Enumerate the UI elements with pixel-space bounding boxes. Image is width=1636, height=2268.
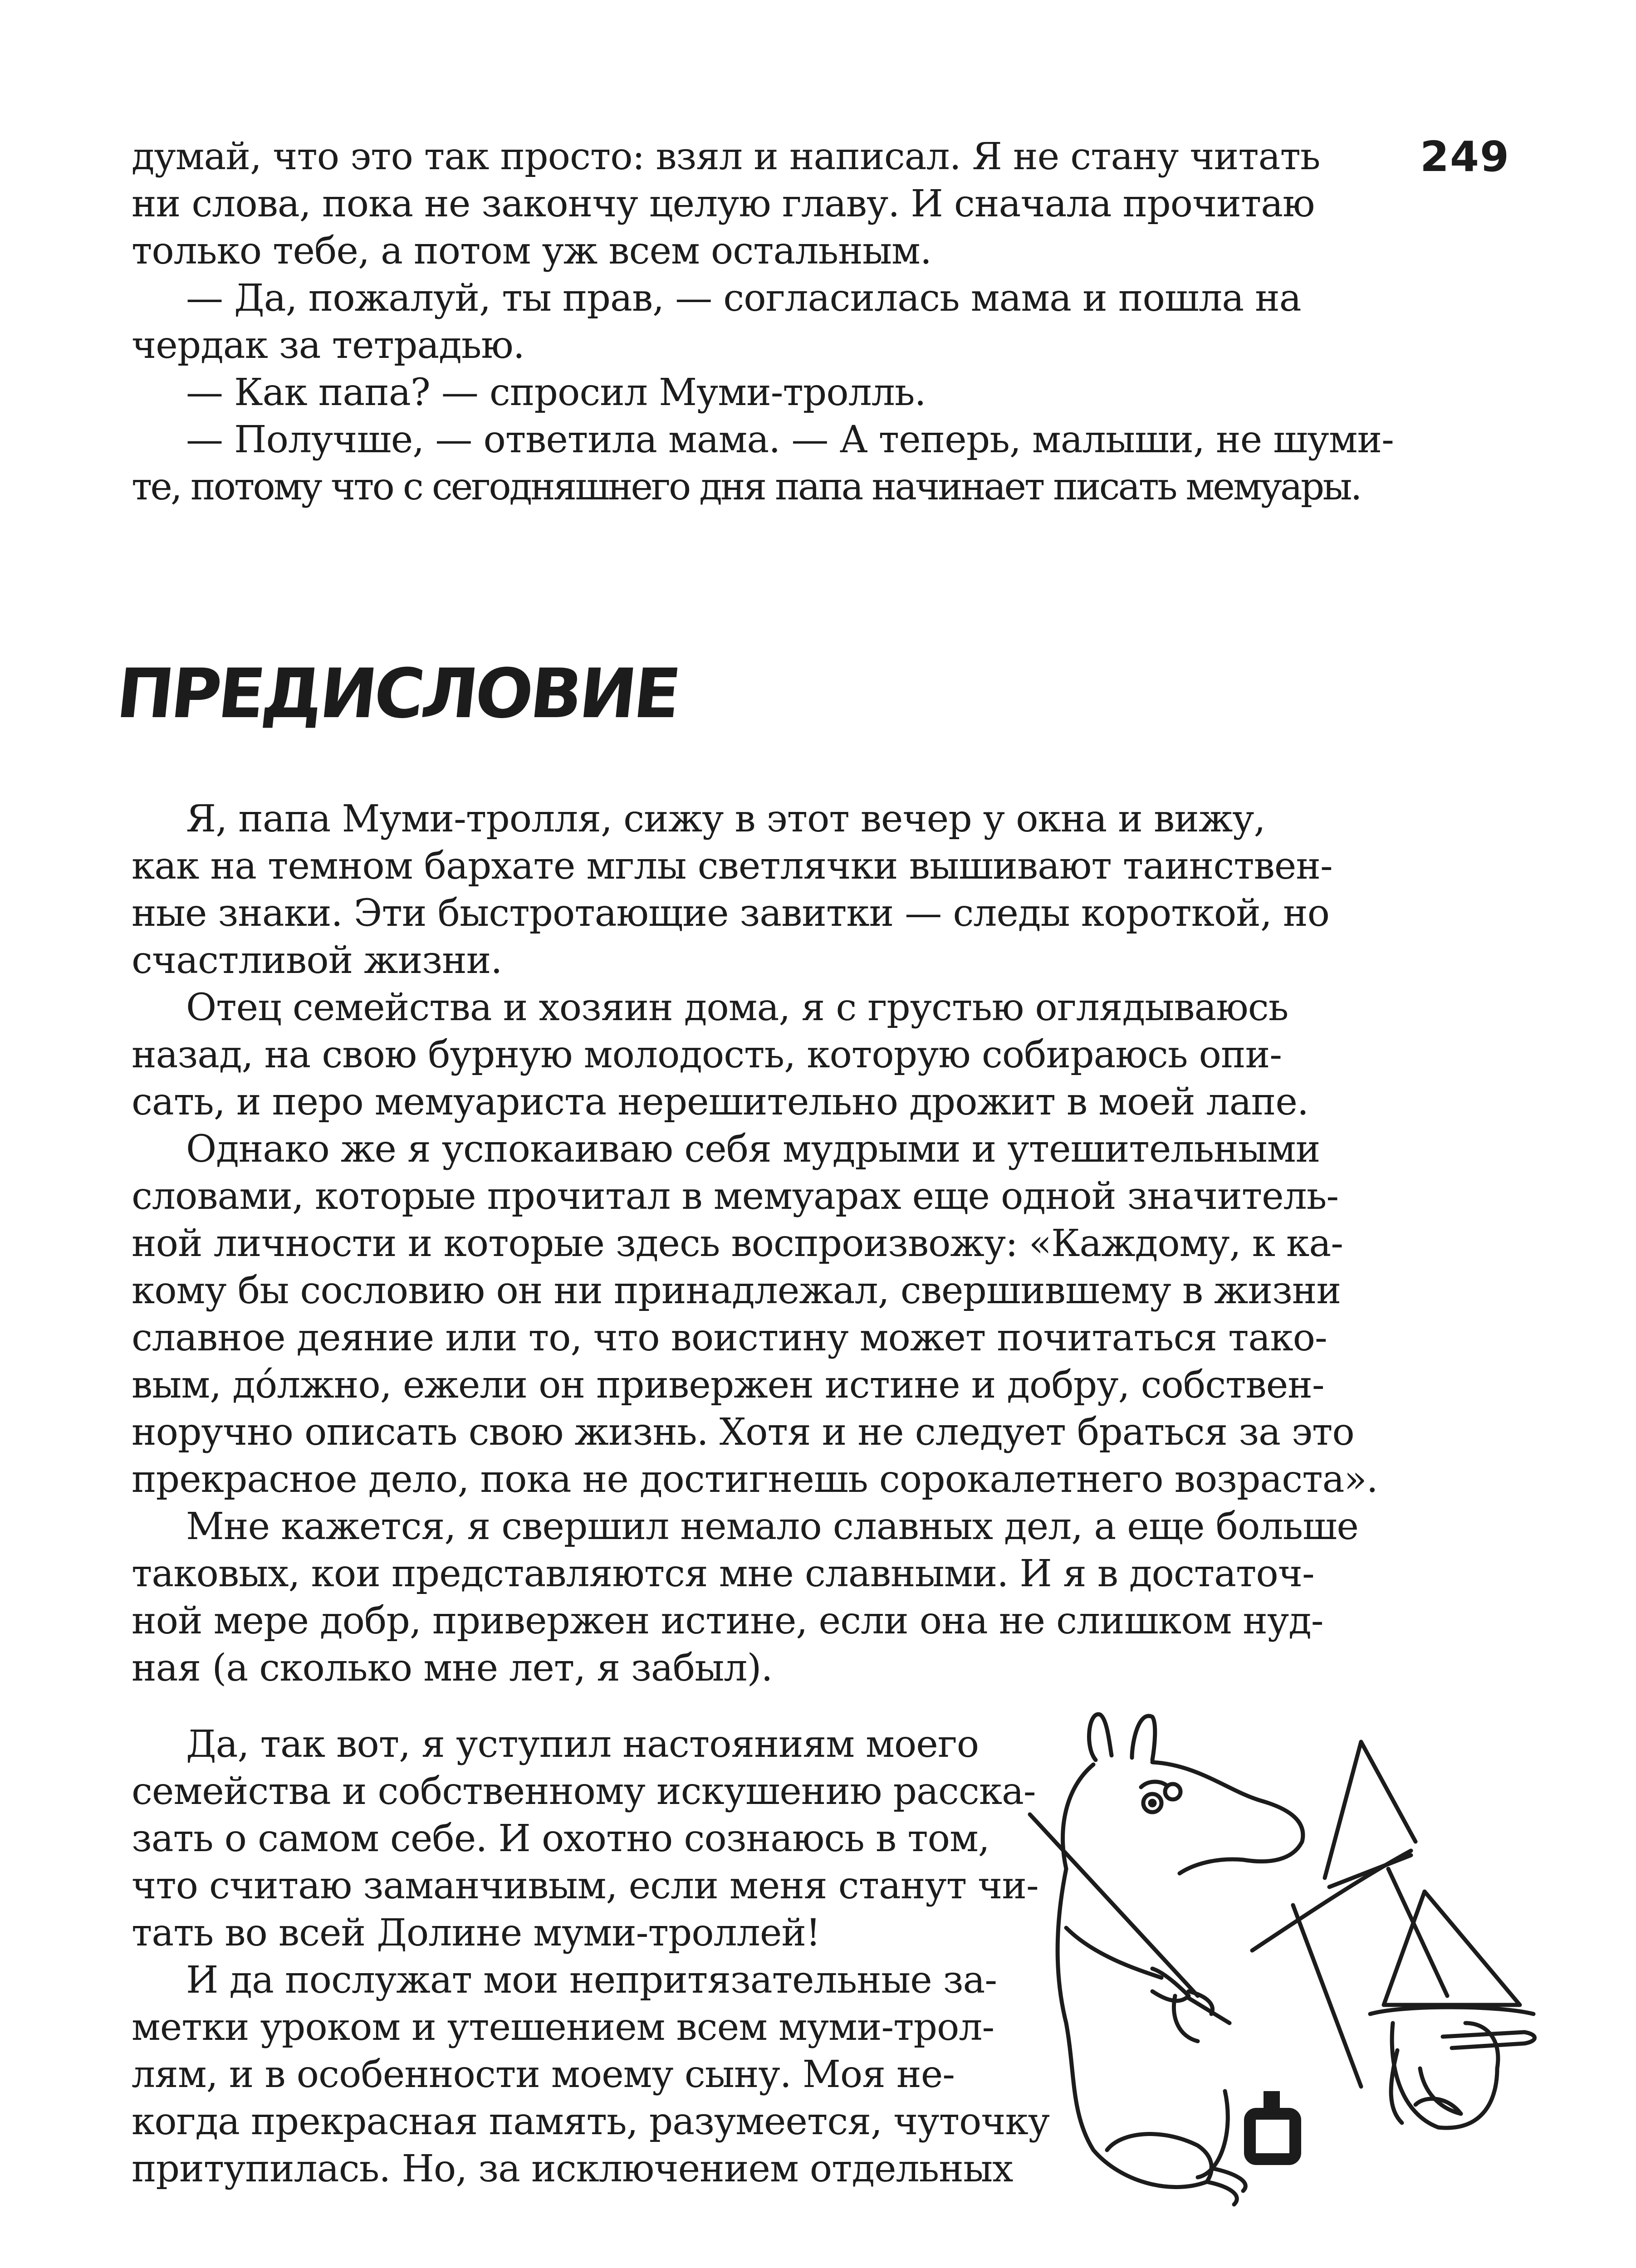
text-line: славное деяние или то, что воистину может почитаться тако- [132, 1316, 1327, 1359]
text-line: как на темном бархате мглы светлячки вышивают таинствен- [132, 845, 1332, 888]
text-line: ной мере добр, привержен истине, если она не слишком нуд- [132, 1599, 1323, 1642]
main-text [132, 797, 1378, 1697]
text-line: зать о самом себе. И охотно сознаюсь в том, [132, 1817, 989, 1860]
moomin-figure [1058, 1714, 1303, 2204]
chapter-heading: ПРЕДИСЛОВИЕ [113, 655, 682, 733]
text-line: назад, на свою бурную молодость, которую собираюсь опи- [132, 1033, 1282, 1076]
text-line: думай, что это так просто: взял и написал. Я не стану читать [132, 135, 1320, 178]
pen [1030, 1814, 1213, 2014]
text-line: Мне кажется, я свершил немало славных дел, а еще больше [186, 1505, 1358, 1548]
ink-bottle [1250, 2091, 1295, 2159]
text-line: норучно описать свою жизнь. Хотя и не следует браться за это [132, 1411, 1354, 1454]
text-line: что считаю заманчивым, если меня станут чи- [132, 1864, 1038, 1907]
text-line: Однако же я успокаиваю себя мудрыми и утешительными [186, 1128, 1320, 1171]
text-line: ные знаки. Эти быстротающие завитки — следы короткой, но [132, 892, 1329, 935]
narrow-text [132, 1723, 1050, 2198]
text-line: И да послужат мои непритязательные за- [186, 1959, 997, 2002]
text-line: тать во всей Долине муми-троллей! [132, 1911, 820, 1955]
moomin-illustration [1016, 1678, 1602, 2268]
text-line: те, потому что с сегодняшнего дня папа начинает писать мемуары. [132, 465, 1361, 508]
snufkin-figure [1370, 1892, 1535, 2128]
text-line: Я, папа Муми-тролля, сижу в этот вечер у окна и вижу, [186, 797, 1265, 841]
text-line: таковых, кои представляются мне славными. И я в достаточ- [132, 1552, 1314, 1595]
text-line: — Получше, — ответила мама. — А теперь, малыши, не шуми- [186, 418, 1394, 461]
page-number: 249 [1420, 132, 1510, 181]
text-line: — Как папа? — спросил Муми-тролль. [186, 371, 926, 414]
text-line: чердак за тетрадью. [132, 324, 524, 367]
text-line: семейства и собственному искушению расска- [132, 1770, 1036, 1813]
text-line: лям, и в особенности моему сыну. Моя не- [132, 2053, 955, 2096]
text-line: ни слова, пока не закончу целую главу. И сначала прочитаю [132, 182, 1315, 225]
text-line: только тебе, а потом уж всем остальным. [132, 230, 931, 273]
text-line: прекрасное дело, пока не достигнешь сорокалетнего возраста». [132, 1458, 1378, 1501]
text-line: ная (а сколько мне лет, я забыл). [132, 1647, 773, 1690]
top-text [132, 135, 1394, 516]
text-line: ной личности и которые здесь воспроизвожу: «Каждому, к ка- [132, 1222, 1343, 1265]
text-line: Отец семейства и хозяин дома, я с грустью оглядываюсь [186, 986, 1288, 1029]
text-line: кому бы сословию он ни принадлежал, свершившему в жизни [132, 1269, 1341, 1312]
text-line: вым, до́лжно, ежели он привержен истине и добру, собствен- [132, 1364, 1324, 1407]
text-line: когда прекрасная память, разумеется, чуточку [132, 2100, 1050, 2143]
text-line: словами, которые прочитал в мемуарах еще одной значитель- [132, 1175, 1339, 1218]
text-line: сать, и перо мемуариста нерешительно дрожит в моей лапе. [132, 1080, 1308, 1124]
text-line: Да, так вот, я уступил настояниям моего [186, 1723, 979, 1766]
text-line: счастливой жизни. [132, 939, 502, 982]
text-line: притупилась. Но, за исключением отдельных [132, 2147, 1013, 2190]
text-line: метки уроком и утешением всем муми-трол- [132, 2006, 994, 2049]
text-line: — Да, пожалуй, ты прав, — согласилась мама и пошла на [186, 277, 1301, 320]
